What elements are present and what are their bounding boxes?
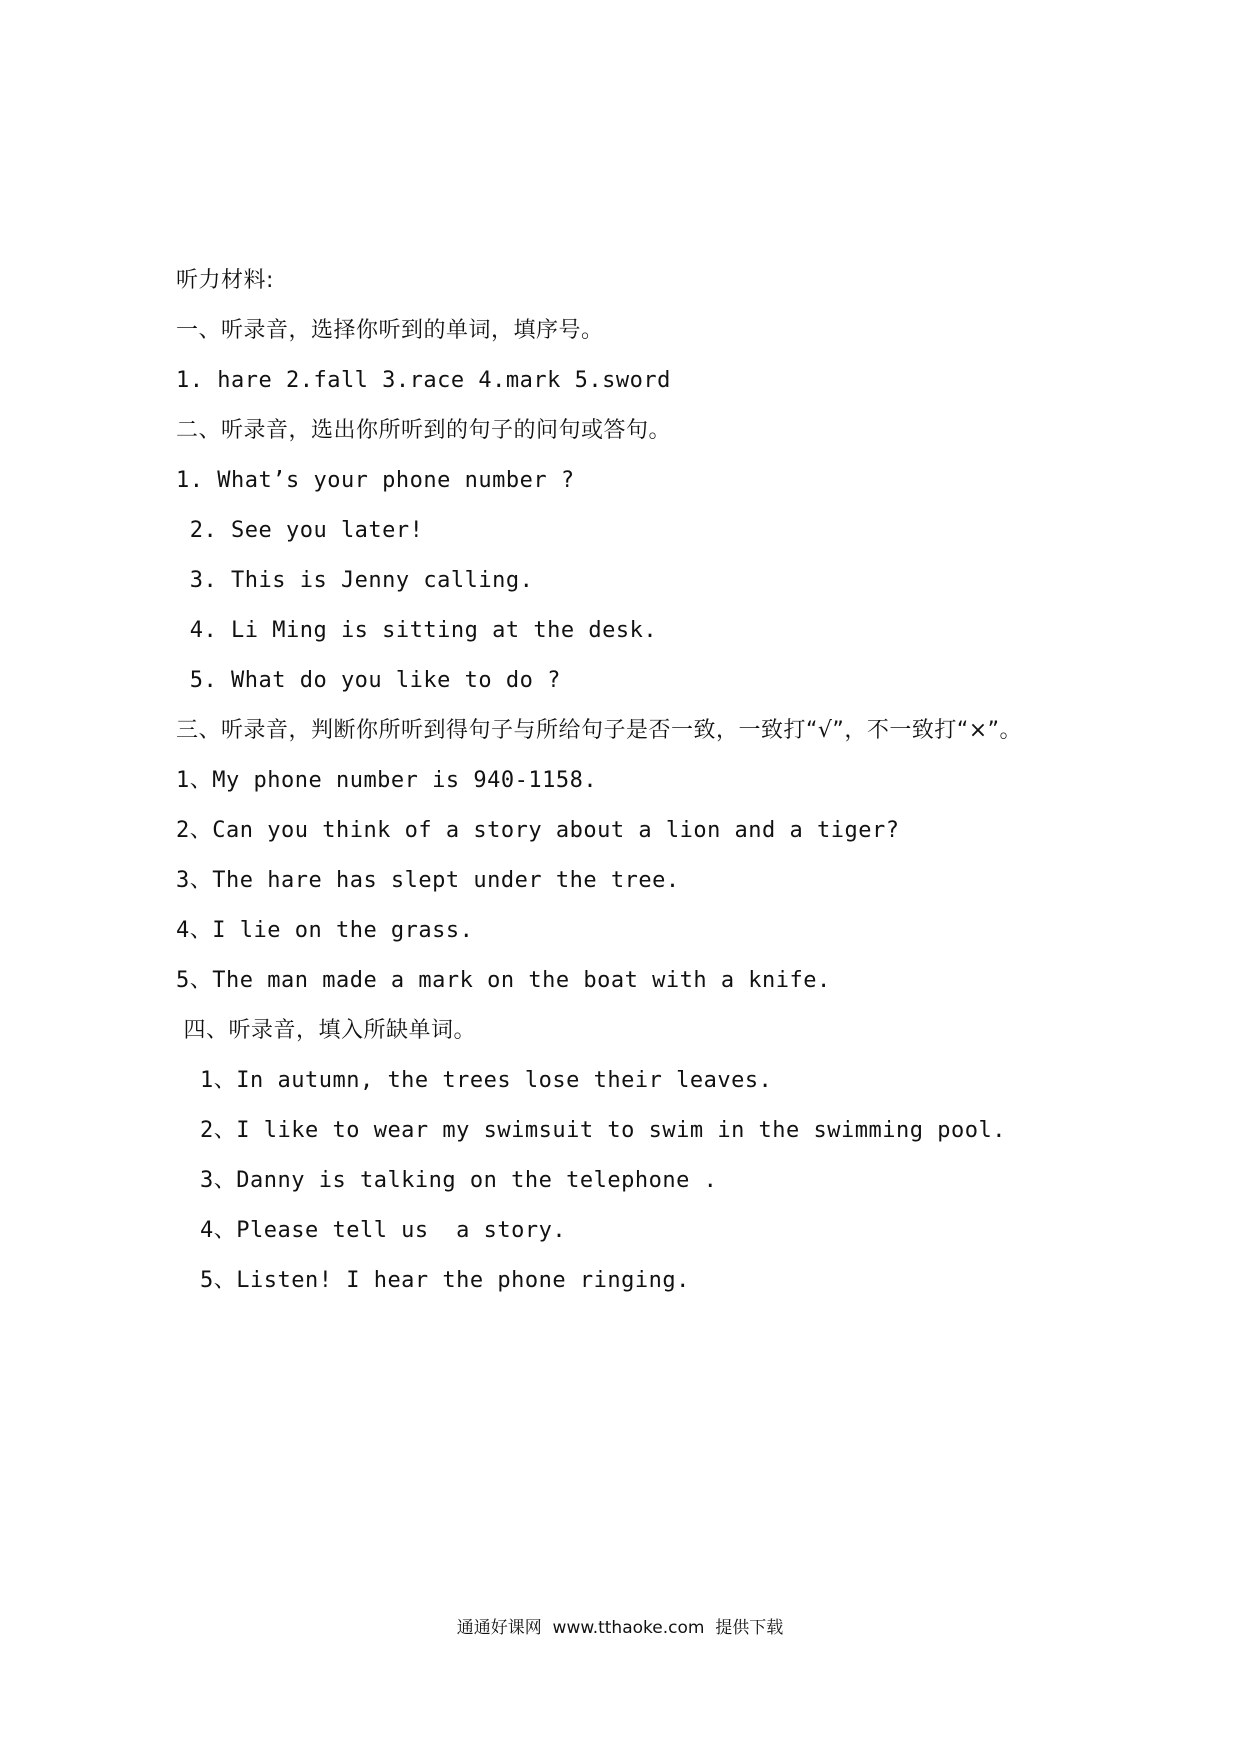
section1-item: 1. hare 2.fall 3.race 4.mark 5.sword	[176, 368, 671, 393]
section3-item: 1、My phone number is 940-1158.	[176, 768, 598, 793]
section3-item: 2、Can you think of a story about a lion and a tiger?	[176, 818, 900, 843]
section3-item: 3、The hare has slept under the tree.	[176, 868, 680, 893]
section4-title: 四、听录音，填入所缺单词。	[176, 1018, 476, 1043]
section2-title: 二、听录音，选出你所听到的句子的问句或答句。	[176, 418, 672, 443]
section4-item: 5、Listen! I hear the phone ringing.	[200, 1268, 690, 1293]
section3-item: 4、I lie on the grass.	[176, 918, 474, 943]
section4-item: 1、In autumn, the trees lose their leaves.	[200, 1068, 773, 1093]
section2-item: 1. What’s your phone number ?	[176, 468, 575, 493]
section2-item: 2. See you later!	[176, 518, 424, 543]
section3-title: 三、听录音，判断你所听到得句子与所给句子是否一致，一致打“√”，不一致打“×”。	[176, 718, 1023, 743]
section2-item: 5. What do you like to do ?	[176, 668, 561, 693]
page-heading: 听力材料:	[176, 268, 274, 293]
section2-item: 3. This is Jenny calling.	[176, 568, 534, 593]
section4-item: 2、I like to wear my swimsuit to swim in the swimming pool.	[200, 1118, 1006, 1143]
section4-item: 3、Danny is talking on the telephone .	[200, 1168, 718, 1193]
section4-item: 4、Please tell us a story.	[200, 1218, 567, 1243]
page-footer: 通通好课网 www.tthaoke.com 提供下载	[456, 1618, 784, 1638]
section3-item: 5、The man made a mark on the boat with a knife.	[176, 968, 831, 993]
section2-item: 4. Li Ming is sitting at the desk.	[176, 618, 658, 643]
section1-title: 一、听录音，选择你听到的单词，填序号。	[176, 318, 604, 343]
